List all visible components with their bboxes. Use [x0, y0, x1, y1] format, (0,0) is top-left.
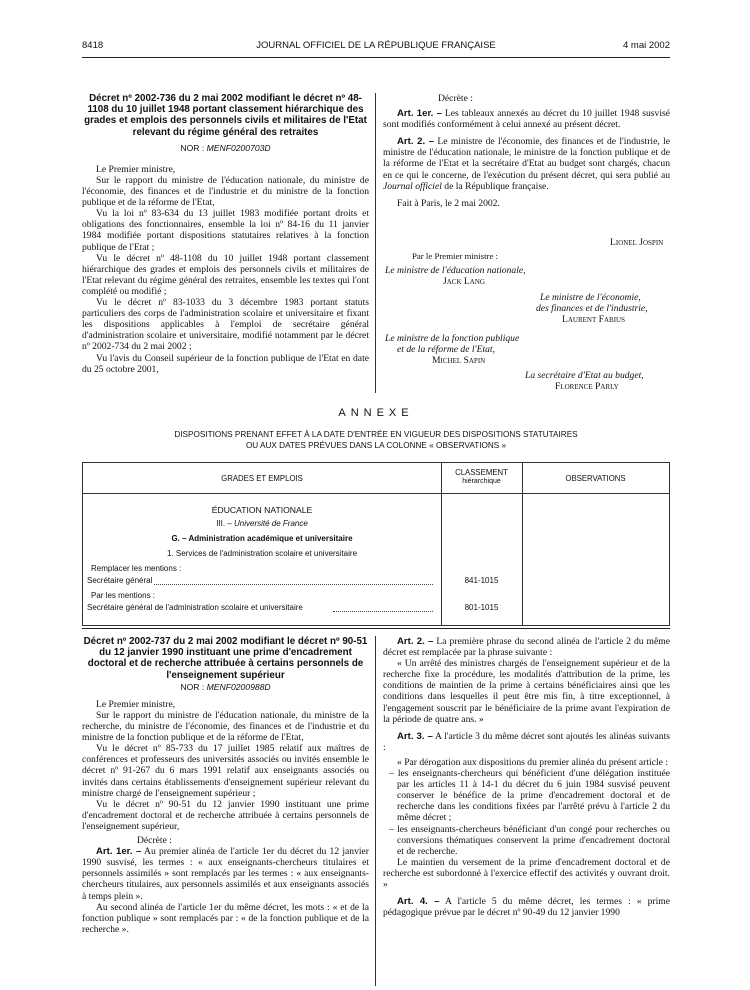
signatory-name: Jack Lang	[443, 276, 485, 287]
decree1-title: Décret nº 2002-736 du 2 mai 2002 modifiant le décret nº 48-1108 du 10 juillet 1948 portant classement hiérarchique des grades et emplois des personnels civils et militaires de l'Etat relevant du régime général des retraites	[84, 93, 367, 138]
signatory-title: La secrétaire d'Etat au budget,	[525, 370, 644, 381]
list-item-text: les enseignants-chercheurs qui bénéficient d'une délégation instituée par les articles 11 à 14-1 du décret du 6 juin 1984 susvisé peuvent conserver le bénéfice de la prime d'encadrement doctoral et de recherche dans les conditions fixées par l'arrêté prévu à l'article 2 du même décret ;	[397, 768, 670, 824]
annex-subtitle-line: OU AUX DATES PRÉVUES DANS LA COLONNE « OBSERVATIONS »	[245, 440, 507, 450]
decree1-para: Vu l'avis du Conseil supérieur de la fonction publique de l'Etat en date du 25 octobre 2001,	[82, 352, 369, 375]
decree1-fait: Fait à Paris, le 2 mai 2002.	[397, 197, 500, 209]
decree2-list-item: – les enseignants-chercheurs qui bénéficient d'une délégation instituée par les articles 11 à 14-1 du décret du 6 juin 1984 susvisé peuvent conserver le bénéfice de la prime d'encadrement doctoral et de recherche dans les conditions fixées par l'arrêté prévu à l'article 2 du même décret ;	[389, 768, 670, 824]
table-remplacer: Remplacer les mentions :	[91, 564, 182, 573]
annex-title: ANNEXE	[338, 407, 414, 419]
table-row-label: Secrétaire général	[87, 576, 153, 585]
article-italic: Journal officiel	[383, 180, 442, 192]
table-services: 1. Services de l'administration scolaire et universitaire	[166, 549, 358, 558]
annex-table	[82, 462, 670, 626]
decree2-title: Décret nº 2002-737 du 2 mai 2002 modifiant le décret nº 90-51 du 12 janvier 1990 instituant une prime d'encadrement doctoral et de recherche attribuée à certains personnels de l'enseignement supérieur	[83, 636, 368, 681]
column-separator	[375, 636, 376, 986]
table-row-label: Secrétaire général de l'administration scolaire et universitaire	[87, 603, 303, 612]
table-row-value: 801-1015	[464, 603, 499, 612]
article-label: Art. 1er. –	[397, 108, 442, 120]
article-label: Art. 2. –	[397, 636, 434, 647]
col-header-line: CLASSEMENT	[455, 468, 508, 477]
page-number: 8418	[82, 40, 104, 51]
decree2-para: Sur le rapport du ministre de l'éducation nationale, du ministre de la recherche, du ministre de l'économie, des finances et de l'industrie et du ministre de la fonction publique et de la réforme de l'Etat,	[82, 710, 369, 744]
decree2-nor	[82, 682, 369, 693]
subsection-title: Université de France	[233, 519, 308, 528]
decree1-premier: Le Premier ministre,	[96, 163, 176, 175]
table-col-divider	[441, 463, 442, 625]
decree2-article-3	[383, 731, 670, 753]
page-header	[82, 40, 670, 54]
decree2-para: Vu le décret nº 90-51 du 12 janvier 1990 instituant une prime d'encadrement doctoral et de recherche attribuée à certains personnels de l'enseignement supérieur,	[82, 798, 369, 832]
decree2-left-column	[82, 636, 369, 935]
signature-min-eco	[536, 292, 648, 325]
decree2-right-column	[383, 636, 670, 918]
decree2-article-3-intro: « Par dérogation aux dispositions du premier alinéa du présent article :	[397, 756, 668, 768]
decree1-para: Sur le rapport du ministre de l'éducation nationale, du ministre de l'économie, des finances et de l'industrie et du ministre de la fonction publique et de la réforme de l'Etat,	[82, 175, 369, 209]
signatory-name: Laurent Fabius	[562, 314, 625, 325]
nor-label: NOR :	[180, 142, 205, 153]
decree1-article-1	[383, 108, 670, 130]
annex-subtitle	[82, 430, 670, 451]
decree2-para: Vu le décret nº 85-733 du 17 juillet 1985 relatif aux maîtres de conférences et professeurs des universités associés ou invités ensemble le décret nº 91-267 du 6 mars 1991 relatif aux enseignants associés ou invités dans certains établissements d'enseignement supérieur relevant du ministre chargé de l'enseignement supérieur ;	[82, 743, 369, 799]
article-label: Art. 3. –	[397, 730, 433, 742]
table-row-value: 841-1015	[464, 576, 499, 585]
decree2-article-3-end: Le maintien du versement de la prime d'encadrement doctoral et de recherche est subordonné à l'exercice effectif des activités y ouvrant droit. »	[383, 856, 670, 890]
decree1-article-2	[383, 136, 670, 191]
article-text: Au premier alinéa de l'article 1er du décret du 12 janvier 1990 susvisé, les termes : « aux enseignants-chercheurs titulaires et personnels assimilés » sont remplacés par les termes : « aux enseignants-chercheurs titulaires, aux personnels assimilés et aux enseignants associés à temps plein ».	[82, 846, 369, 902]
decree2-decrete: Décrète :	[137, 835, 172, 847]
list-item-text: les enseignants-chercheurs bénéficiant d'un congé pour recherches ou conversions thématiques conservent la prime d'encadrement doctoral et de recherche.	[397, 823, 670, 857]
decree2-article-2	[383, 636, 670, 658]
decree1-para: Vu le décret nº 83-1033 du 3 décembre 1983 portant statuts particuliers des corps de l'administration scolaire et universitaire et fixant les dispositions applicables à l'emploi de secrétaire général d'administration scolaire et universitaire, modifié notamment par le décret nº 2002-734 du 2 mai 2002 ;	[82, 297, 369, 353]
decree1-decrete: Décrète :	[438, 93, 473, 104]
article-text: Les tableaux annexés au décret du 10 juillet 1948 susvisé sont modifiés conformément à celui annexé au présent décret.	[383, 108, 670, 131]
article-text: A l'article 5 du même décret, les termes : « prime pédagogique prévue par le décret nº 90-49 du 12 janvier 1990	[383, 896, 670, 919]
leader-dots	[333, 611, 433, 612]
article-text: La première phrase du second alinéa de l'article 2 du même décret est remplacée par la phrase suivante :	[383, 636, 670, 659]
signature-min-edu	[385, 265, 526, 287]
annex-subtitle-line: DISPOSITIONS PRENANT EFFET À LA DATE D'ENTRÉE EN VIGUEUR DES DISPOSITIONS STATUTAIRES	[174, 430, 578, 439]
journal-title: JOURNAL OFFICIEL DE LA RÉPUBLIQUE FRANÇAISE	[256, 40, 496, 51]
article-text: A l'article 3 du même décret sont ajoutés les alinéas suivants :	[383, 730, 670, 753]
table-par-mentions: Par les mentions :	[91, 591, 156, 600]
signature-min-fp	[385, 333, 519, 366]
nor-label: NOR :	[180, 681, 205, 692]
decree2-premier: Le Premier ministre,	[96, 698, 176, 710]
decree1-nor	[82, 143, 369, 154]
col-header-observations: OBSERVATIONS	[565, 474, 626, 483]
decree2-article-1-para2: Au second alinéa de l'article 1er du même décret, les mots : « et de la fonction publique » sont remplacés par : « de la fonction publique et de la recherche ».	[82, 901, 369, 935]
decree1-right-column	[383, 93, 670, 209]
signatory-title: et de la réforme de l'Etat,	[397, 344, 495, 355]
article-label: Art. 4. –	[397, 896, 440, 908]
header-rule	[82, 57, 670, 58]
signature-sec-budget	[525, 370, 644, 392]
decree2-article-4	[383, 896, 670, 918]
signatory-title: des finances et de l'industrie,	[536, 303, 648, 314]
col-header-classement	[441, 468, 522, 486]
signatory-name: Michel Sapin	[432, 355, 486, 366]
table-col-divider	[522, 463, 523, 625]
article-label: Art. 2. –	[397, 136, 435, 148]
signatory-title: Le ministre de l'économie,	[540, 292, 641, 303]
col-header-line: hiérarchique	[462, 478, 501, 485]
decree1-left-column	[82, 93, 369, 375]
table-subsection	[83, 519, 441, 528]
table-section: ÉDUCATION NATIONALE	[211, 505, 313, 515]
leader-dots	[153, 584, 433, 585]
decree1-para: Vu le décret nº 48-1108 du 10 juillet 1948 portant classement hiérarchique des grades et emplois des personnels civils et militaires de l'Etat relevant du régime général des retraites, ensemble les textes qui l'ont complété ou modifié ;	[82, 252, 369, 297]
section-rule	[82, 628, 670, 629]
column-separator	[375, 93, 376, 393]
decree1-para: Vu la loi nº 83-634 du 13 juillet 1983 modifiée portant droits et obligations des fonctionnaires, ensemble la loi nº 84-16 du 11 janvier 1984 modifiée portant dispositions statutaires relatives à la fonction publique de l'Etat ;	[82, 208, 369, 253]
signatory-name: Florence Parly	[555, 381, 619, 392]
decree2-list-item: – les enseignants-chercheurs bénéficiant d'un congé pour recherches ou conversions thématiques conservent la prime d'encadrement doctoral et de recherche.	[389, 823, 670, 857]
article-text-end: de la République française.	[444, 180, 549, 192]
article-text: Le ministre de l'économie, des finances et de l'industrie, le ministre de l'éducation nationale, le ministre de la fonction publique et de la réforme de l'Etat et la secrétaire d'Etat au budget sont chargés, chacun en ce qui le concerne, de l'exécution du présent décret, qui sera publié au	[383, 136, 670, 181]
decree2-article-2-quote: « Un arrêté des ministres chargés de l'enseignement supérieur et de la recherche fixe la procédure, les modalités d'attribution de la prime, les conditions de maintien de la prime à certains bénéficiaires ainsi que les conditions dans lesquelles il peut être mis fin, à titre exceptionnel, à l'engagement souscrit par le bénéficiaire de la prime avant l'expiration de la période de quatre ans. »	[383, 658, 670, 725]
col-header-grades: GRADES ET EMPLOIS	[221, 474, 303, 483]
issue-date: 4 mai 2002	[622, 40, 670, 51]
signature-par: Par le Premier ministre :	[412, 251, 498, 261]
signatory-title: Le ministre de l'éducation nationale,	[385, 265, 526, 276]
nor-code: MENF0200703D	[206, 142, 271, 153]
subsection-number: III. –	[216, 519, 232, 528]
signatory-title: Le ministre de la fonction publique	[385, 333, 520, 344]
article-label: Art. 1er. –	[96, 846, 142, 858]
decree2-article-1	[82, 846, 369, 901]
nor-code: MENF0200988D	[206, 681, 271, 692]
signature-pm: Lionel Jospin	[610, 237, 664, 248]
table-g-label: G. – Administration académique et universitaire	[171, 534, 353, 543]
